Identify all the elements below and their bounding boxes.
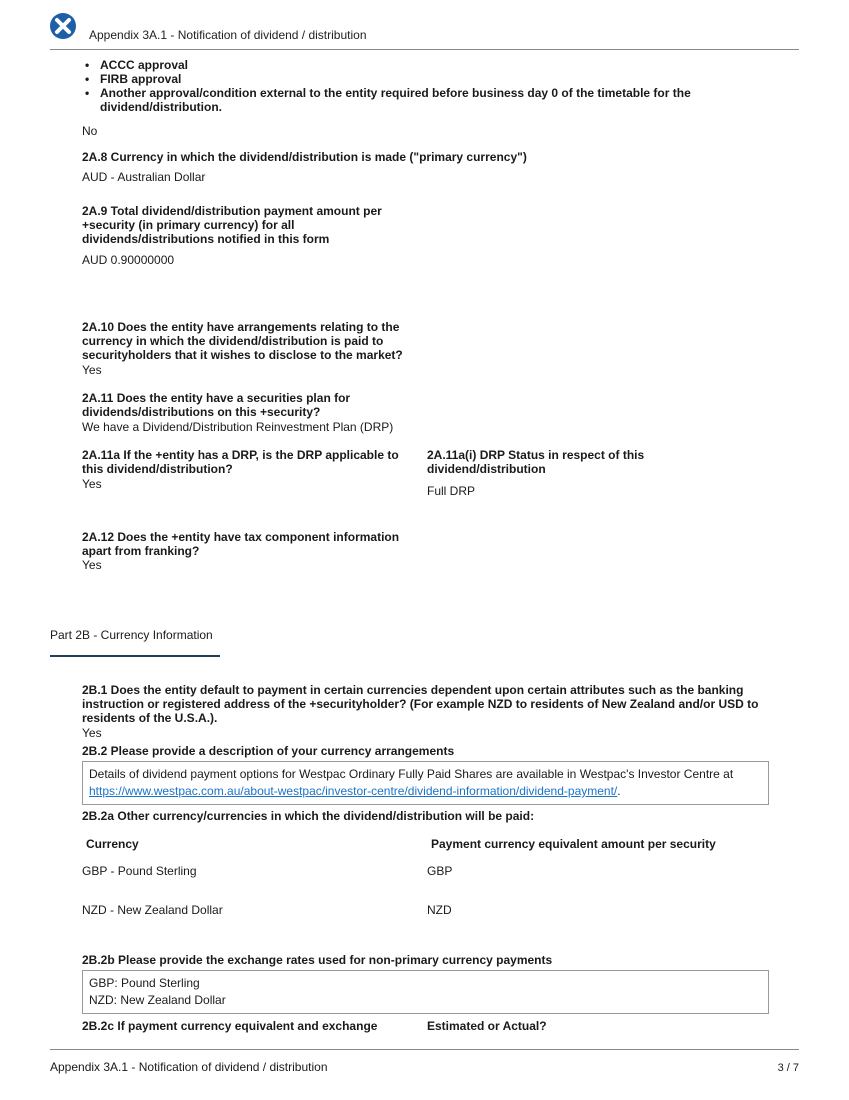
currency-cell: NZD - New Zealand Dollar xyxy=(82,903,223,917)
westpac-dividend-link[interactable]: https://www.westpac.com.au/about-westpac/investor-centre/dividend-information/dividend-payment/ xyxy=(89,784,618,798)
q2b1-answer: Yes xyxy=(82,726,102,740)
header-title: Appendix 3A.1 - Notification of dividend / distribution xyxy=(89,28,367,42)
q2b2a-label: 2B.2a Other currency/currencies in which the dividend/distribution will be paid: xyxy=(82,809,535,823)
q2a11a-answer: Yes xyxy=(82,477,102,491)
x-mark-icon xyxy=(54,17,72,35)
q2b2b-label: 2B.2b Please provide the exchange rates used for non-primary currency payments xyxy=(82,953,553,967)
q2b1-label: 2B.1 Does the entity default to payment in certain currencies dependent upon certain attributes such as the banking instruction or registered address of the +securityholder? (For example NZD to residents of New Zealand and/or USD to residents of the U.S.A.). xyxy=(82,683,759,725)
q2a10-answer: Yes xyxy=(82,363,102,377)
q2a9-answer: AUD 0.90000000 xyxy=(82,253,175,267)
q2a8-label: 2A.8 Currency in which the dividend/distribution is made ("primary currency") xyxy=(82,150,527,164)
exchange-rates-box xyxy=(82,970,769,1014)
q2a11-label: 2A.11 Does the entity have a securities plan for dividends/distributions on this +security? xyxy=(82,391,351,419)
table-header-amount: Payment currency equivalent amount per security xyxy=(431,837,716,851)
approvals-answer: No xyxy=(82,124,98,138)
table-header-currency: Currency xyxy=(86,837,139,851)
q2b2c-right-label: Estimated or Actual? xyxy=(427,1019,547,1033)
approvals-list xyxy=(82,58,742,114)
footer-divider xyxy=(50,1049,799,1050)
table-row xyxy=(82,864,762,880)
currency-cell: GBP - Pound Sterling xyxy=(82,864,197,878)
table-row xyxy=(82,903,762,919)
q2a11ai-answer: Full DRP xyxy=(427,484,476,498)
currency-arrangements-text: Details of dividend payment options for Westpac Ordinary Fully Paid Shares are available in Westpac's Investor Centre at xyxy=(89,767,734,781)
q2a11ai-label: 2A.11a(i) DRP Status in respect of this dividend/distribution xyxy=(427,448,645,476)
header-divider xyxy=(50,49,799,50)
amount-cell: NZD xyxy=(427,903,452,917)
amount-cell: GBP xyxy=(427,864,453,878)
q2a10-label: 2A.10 Does the entity have arrangements relating to the currency in which the dividend/distribution is paid to securityholders that it wishes to disclose to the market? xyxy=(82,320,403,362)
q2a9-label: 2A.9 Total dividend/distribution payment amount per +security (in primary currency) for all dividends/distributions notified in this form xyxy=(82,204,382,246)
exchange-rate-line: GBP: Pound Sterling xyxy=(89,976,200,990)
q2a11-answer: We have a Dividend/Distribution Reinvestment Plan (DRP) xyxy=(82,420,394,434)
exchange-rate-line: NZD: New Zealand Dollar xyxy=(89,993,226,1007)
currency-arrangements-box xyxy=(82,761,769,805)
list-item: • FIRB approval xyxy=(82,72,742,86)
part-2b-underline xyxy=(50,655,220,657)
footer-title: Appendix 3A.1 - Notification of dividend / distribution xyxy=(50,1060,328,1074)
list-item: • ACCC approval xyxy=(82,58,742,72)
page-number: 3 / 7 xyxy=(777,1062,799,1074)
q2b2-label: 2B.2 Please provide a description of your currency arrangements xyxy=(82,744,455,758)
list-item: • Another approval/condition external to the entity required before business day 0 of the timetable for the dividend/distribution. xyxy=(82,86,742,114)
q2a12-label: 2A.12 Does the +entity have tax component information apart from franking? xyxy=(82,530,400,558)
q2a11a-label: 2A.11a If the +entity has a DRP, is the DRP applicable to this dividend/distribution? xyxy=(82,448,399,476)
q2b2c-label: 2B.2c If payment currency equivalent and exchange xyxy=(82,1019,378,1033)
asx-logo xyxy=(50,13,76,39)
q2a12-answer: Yes xyxy=(82,558,102,572)
part-2b-title: Part 2B - Currency Information xyxy=(50,628,213,642)
q2a8-answer: AUD - Australian Dollar xyxy=(82,170,206,184)
link-period: . xyxy=(617,784,621,798)
